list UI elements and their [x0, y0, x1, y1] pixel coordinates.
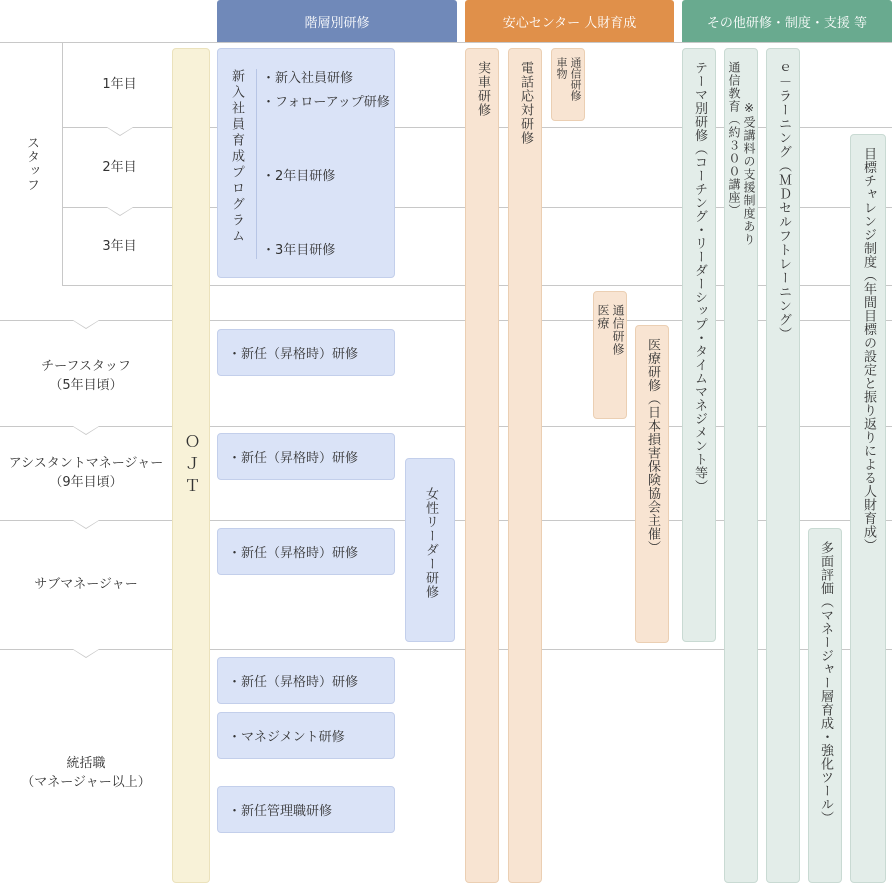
row-label-general-manager: 統括職 （マネージャー以上）	[21, 755, 151, 790]
multi-rater-evaluation: 多面評価（マネージャー層育成・強化ツール）	[808, 528, 842, 883]
program-item: ・新入社員研修	[262, 71, 354, 86]
vehicle-property-correspondence-training: 車物 通信研修	[551, 48, 585, 121]
management-training: ・マネジメント研修	[217, 712, 395, 759]
row-label-year1: 1年目	[102, 77, 137, 92]
row-label-year3: 3年目	[102, 238, 137, 254]
new-hire-program-box	[217, 48, 395, 278]
new-manager-training: ・新任管理職研修	[217, 786, 395, 833]
program-item: ・3年目研修	[262, 243, 336, 258]
ojt-bar	[172, 48, 210, 883]
row-label-assistant-manager: アシスタントマネージャー （9年目頃）	[8, 456, 164, 490]
jissha-training: 実車研修	[465, 48, 499, 883]
medical-correspondence-training: 医療 通信研修	[593, 291, 627, 419]
medical-training: 医療研修（日本損害保険協会主催）	[635, 325, 669, 643]
grid-line-chief	[0, 320, 892, 321]
e-learning: ｅ－ラーニング（ＭＤセルフトレーニング）	[766, 48, 800, 883]
general-promotion-training: ・新任（昇格時）研修	[217, 657, 395, 704]
correspondence-education: 通信教育（約３００講座） ※受講料の支援制度あり	[724, 48, 758, 883]
ojt-label: ＯＪＴ	[182, 432, 201, 499]
row-label-staff: スタッフ	[24, 136, 39, 192]
header-layered-training: 階層別研修	[217, 0, 457, 42]
sub-promotion-training: ・新任（昇格時）研修	[217, 528, 395, 575]
grid-line-general	[0, 649, 892, 650]
chief-promotion-training: ・新任（昇格時）研修	[217, 329, 395, 376]
female-leader-training: 女性リーダー研修	[405, 458, 455, 642]
phone-response-training: 電話応対研修	[508, 48, 542, 883]
row-label-year2: 2年目	[102, 159, 137, 175]
new-hire-program-title: 新入社員育成プログラム	[229, 69, 244, 245]
program-divider	[256, 69, 257, 259]
assistant-promotion-training: ・新任（昇格時）研修	[217, 433, 395, 480]
program-item: ・2年目研修	[262, 169, 336, 184]
theme-training: テーマ別研修（コーチング・リーダーシップ・タイムマネジメント等）	[682, 48, 716, 642]
header-other-training: その他研修・制度・支援 等	[682, 0, 892, 42]
header-anshin-center: 安心センター 人財育成	[465, 0, 674, 42]
row-label-chief-staff: チーフスタッフ （5年目頃）	[41, 359, 131, 393]
row-label-sub-manager: サブマネージャー	[34, 577, 138, 592]
goal-challenge-system: 目標チャレンジ制度（年間目標の設定と振り返りによる人財育成）	[850, 134, 886, 883]
program-item: ・フォローアップ研修	[262, 95, 390, 110]
